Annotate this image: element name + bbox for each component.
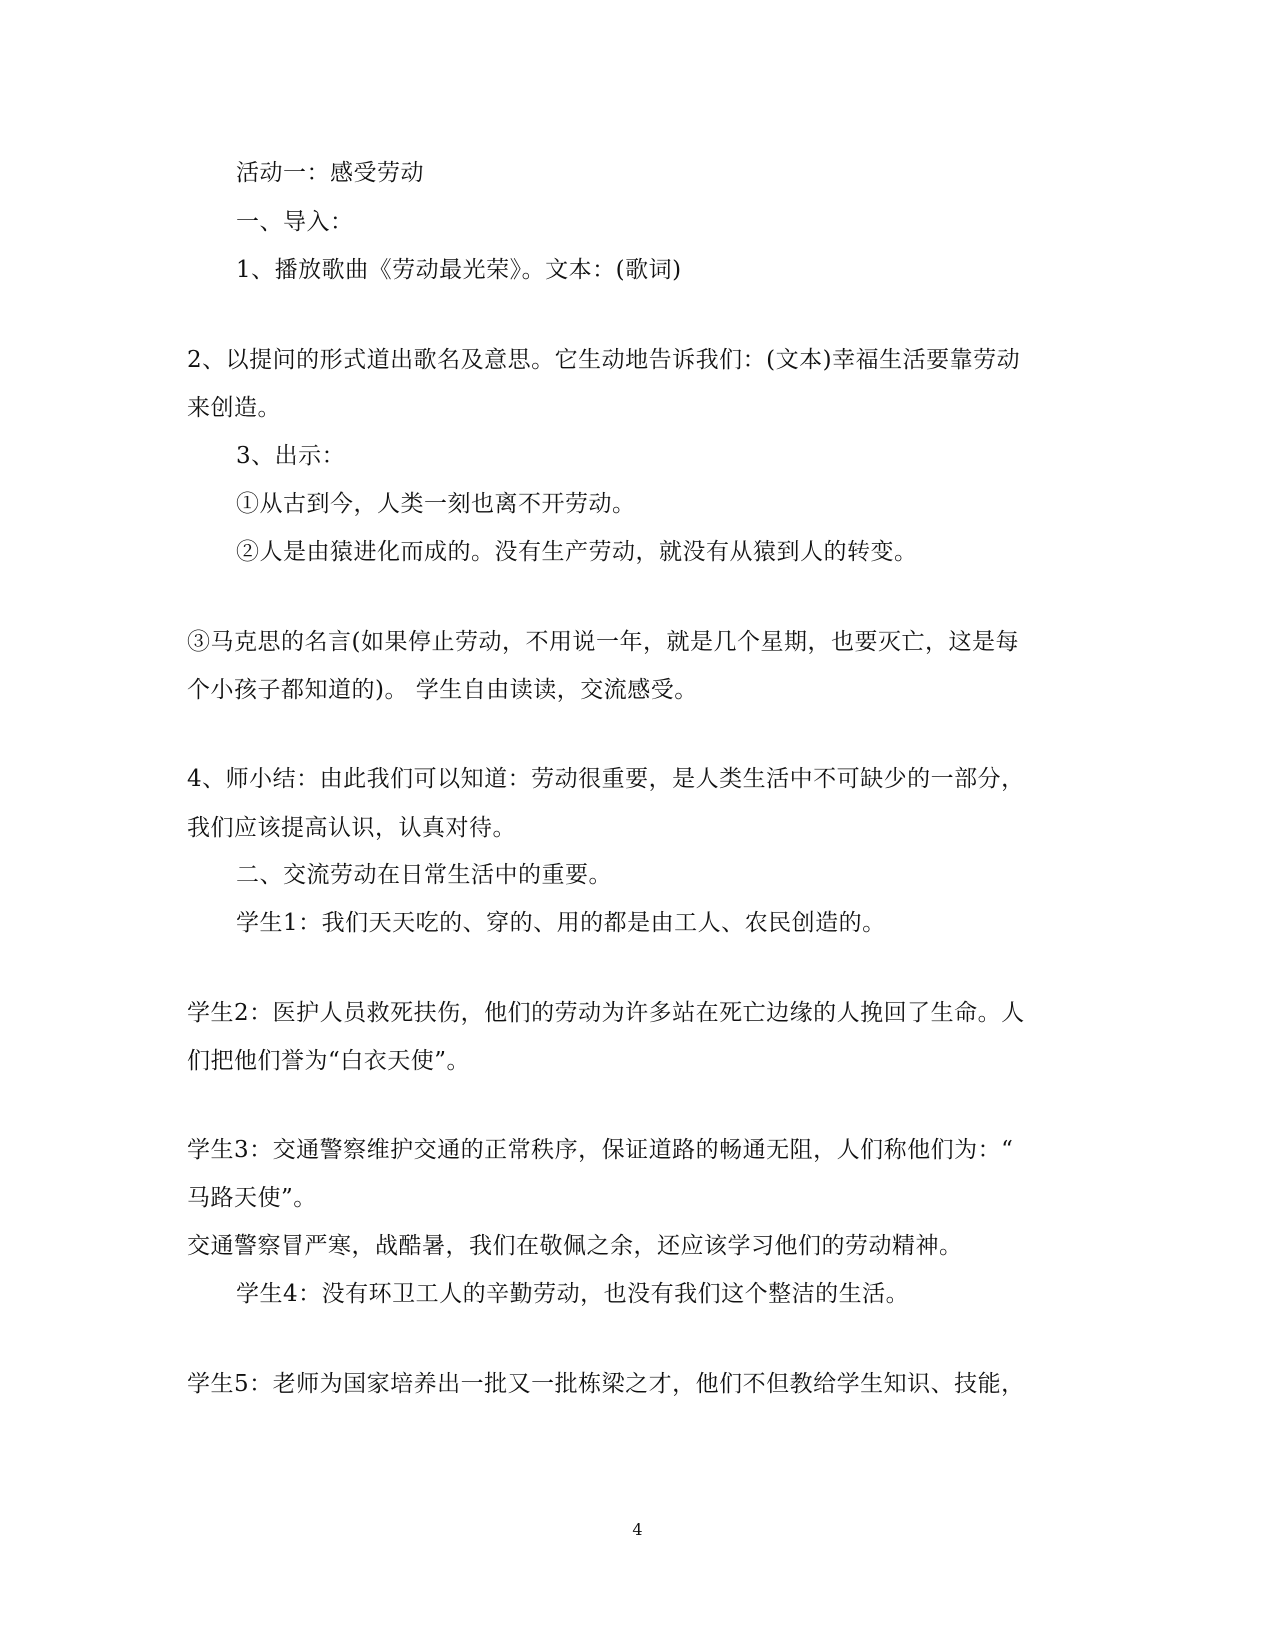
paragraph-line: 2、以提问的形式道出歌名及意思。它生动地告诉我们：(文本)幸福生活要靠劳动 (187, 347, 1021, 373)
paragraph-line: 学生5：老师为国家培养出一批又一批栋梁之才，他们不但教给学生知识、技能， (187, 1371, 1025, 1397)
paragraph-line: 学生1：我们天天吃的、穿的、用的都是由工人、农民创造的。 (236, 910, 886, 936)
paragraph-line: 学生3：交通警察维护交通的正常秩序，保证道路的畅通无阻，人们称他们为：“ (187, 1137, 1014, 1163)
list-item: ③马克思的名言(如果停止劳动，不用说一年，就是几个星期，也要灭亡，这是每 (187, 629, 1019, 655)
paragraph-line: 1、播放歌曲《劳动最光荣》。文本：(歌词) (236, 257, 682, 283)
list-item: ②人是由猿进化而成的。没有生产劳动，就没有从猿到人的转变。 (236, 539, 918, 565)
page-number: 4 (632, 1520, 643, 1539)
heading-activity-one: 活动一：感受劳动 (236, 160, 424, 186)
paragraph-line: 4、师小结：由此我们可以知道：劳动很重要，是人类生活中不可缺少的一部分， (187, 766, 1025, 792)
paragraph-line: 马路天使”。 (187, 1185, 317, 1211)
paragraph-line: 我们应该提高认识，认真对待。 (187, 815, 516, 841)
paragraph-line: 学生4：没有环卫工人的辛勤劳动，也没有我们这个整洁的生活。 (236, 1281, 910, 1307)
paragraph-line: 们把他们誉为“白衣天使”。 (187, 1048, 471, 1074)
list-item: ①从古到今，人类一刻也离不开劳动。 (236, 491, 636, 517)
paragraph-line: 学生2：医护人员救死扶伤，他们的劳动为许多站在死亡边缘的人挽回了生命。人 (187, 1000, 1025, 1026)
paragraph-line: 3、出示： (236, 443, 346, 469)
paragraph-line: 交通警察冒严寒，战酷暑，我们在敬佩之余，还应该学习他们的劳动精神。 (187, 1233, 963, 1259)
section-introduction: 一、导入： (236, 209, 354, 235)
section-heading: 二、交流劳动在日常生活中的重要。 (236, 862, 612, 888)
paragraph-line: 个小孩子都知道的)。 学生自由读读，交流感受。 (187, 677, 698, 703)
paragraph-line: 来创造。 (187, 395, 281, 421)
